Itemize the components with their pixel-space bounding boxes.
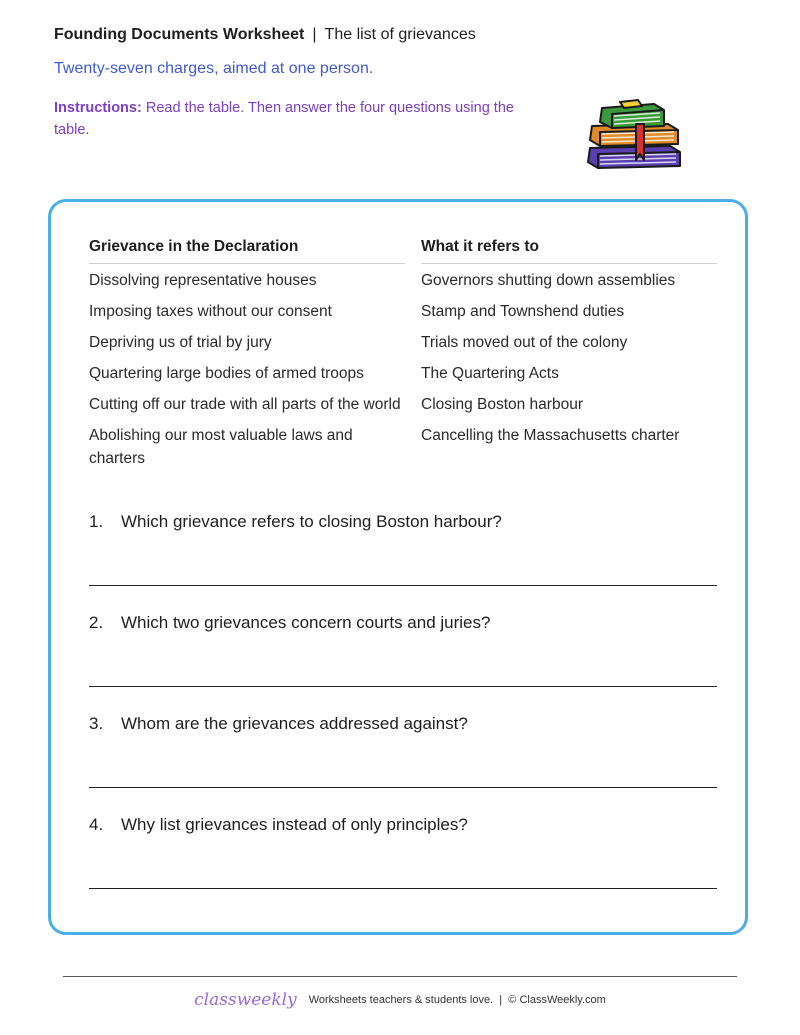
- brand-logo: classweekly: [194, 990, 297, 1010]
- worksheet-header: [54, 26, 476, 44]
- footer-divider: [63, 976, 737, 977]
- grievance-table: [89, 238, 717, 470]
- table-row: [89, 269, 717, 292]
- header-separator: |: [312, 26, 317, 43]
- table-cell-grievance: Cutting off our trade with all parts of the world: [89, 396, 401, 413]
- question-number: 1.: [89, 512, 104, 531]
- worksheet-topic: The list of grievances: [324, 26, 476, 43]
- table-cell-refers-to: Trials moved out of the colony: [421, 334, 628, 351]
- question-item: [89, 815, 717, 916]
- table-row: [89, 300, 717, 323]
- question-text: [89, 815, 468, 835]
- question-item: [89, 512, 717, 613]
- question-text: [89, 714, 468, 734]
- table-cell-refers-to: Governors shutting down assemblies: [421, 272, 676, 289]
- table-row: [89, 424, 717, 470]
- worksheet-card: [48, 199, 748, 935]
- instructions-text: Read the table. Then answer the four questions using the table.: [54, 100, 514, 138]
- stack-of-books-icon: [584, 96, 688, 172]
- question-prompt: Which grievance refers to closing Boston harbour?: [121, 512, 502, 531]
- table-header-refers-to: What it refers to: [421, 238, 717, 264]
- table-cell-grievance: Dissolving representative houses: [89, 272, 317, 289]
- question-number: 2.: [89, 613, 104, 632]
- worksheet-title: Founding Documents Worksheet: [54, 26, 305, 43]
- question-number: 4.: [89, 815, 104, 834]
- table-cell-grievance: Abolishing our most valuable laws and charters: [89, 427, 353, 467]
- question-text: [89, 512, 502, 532]
- answer-line[interactable]: [89, 585, 717, 586]
- table-row: [89, 331, 717, 354]
- footer-copyright: © ClassWeekly.com: [508, 994, 606, 1006]
- table-cell-grievance: Depriving us of trial by jury: [89, 334, 272, 351]
- question-number: 3.: [89, 714, 104, 733]
- table-cell-refers-to: Closing Boston harbour: [421, 396, 583, 413]
- table-cell-refers-to: Cancelling the Massachusetts charter: [421, 427, 680, 444]
- question-item: [89, 613, 717, 714]
- question-prompt: Whom are the grievances addressed against?: [121, 714, 468, 733]
- footer-separator: |: [499, 994, 503, 1006]
- table-cell-grievance: Imposing taxes without our consent: [89, 303, 332, 320]
- footer-tagline: Worksheets teachers & students love.: [308, 994, 494, 1006]
- table-header-grievance: Grievance in the Declaration: [89, 238, 405, 264]
- instructions: [54, 97, 534, 141]
- table-row: [89, 393, 717, 416]
- table-cell-refers-to: Stamp and Townshend duties: [421, 303, 625, 320]
- table-cell-grievance: Quartering large bodies of armed troops: [89, 365, 364, 382]
- table-cell-refers-to: The Quartering Acts: [421, 365, 559, 382]
- question-text: [89, 613, 490, 633]
- answer-line[interactable]: [89, 686, 717, 687]
- instructions-label: Instructions:: [54, 100, 142, 116]
- answer-line[interactable]: [89, 787, 717, 788]
- answer-line[interactable]: [89, 888, 717, 889]
- question-prompt: Why list grievances instead of only principles?: [121, 815, 468, 834]
- worksheet-subtitle: Twenty-seven charges, aimed at one person.: [54, 60, 374, 77]
- question-list: [89, 512, 717, 916]
- question-prompt: Which two grievances concern courts and juries?: [121, 613, 491, 632]
- footer: [0, 990, 800, 1010]
- table-header-row: [89, 238, 717, 264]
- table-row: [89, 362, 717, 385]
- question-item: [89, 714, 717, 815]
